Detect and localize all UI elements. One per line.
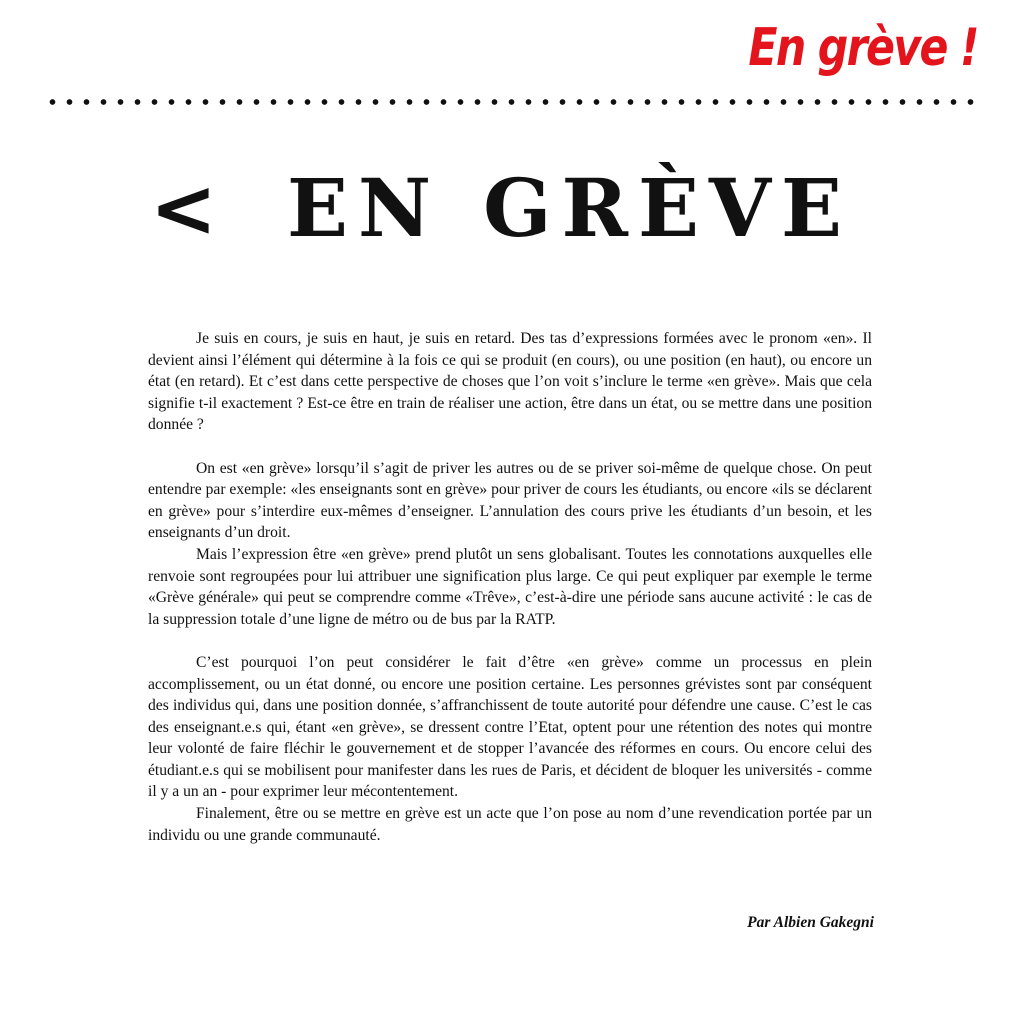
title-word-en: EN [287,161,442,255]
dotted-divider [44,98,982,106]
article-body [148,328,872,846]
paragraph-2: On est «en grève» lorsqu’il s’agit de priver les autres ou de se priver soi-même de quelque chose. On peut entendre par exemple: «les enseignants sont en grève» pour priver de cours les étudiants, ou encore «ils se déclarent en grève» pour s’interdire eux-mêmes d’enseigner. L’annulation des cours prive les étudiants d’un besoin, et les enseignants d’un droit. [148,459,872,542]
paragraph-5: Finalement, être ou se mettre en grève est un acte que l’on pose au nom d’une revendication portée par un individu ou une grande communauté. [148,805,872,844]
article-title [150,161,880,255]
author-byline: Par Albien Gakegni [747,914,874,931]
back-arrow-glyph: < [150,162,218,255]
paragraph-3: Mais l’expression être «en grève» prend plutôt un sens globalisant. Toutes les connotations auxquelles elle renvoie sont regroupées pour lui attribuer une signification plus large. Ce qui peut expliquer par exemple le terme «Grève générale» qui peut se comprendre comme «Trêve», c’est-à-dire une période sans aucune activité : le cas de la suppression totale d’une ligne de métro ou de bus par la RATP. [148,545,872,628]
paragraph-1: Je suis en cours, je suis en haut, je suis en retard. Des tas d’expressions formées avec le pronom «en». Il devient ainsi l’élément qui détermine à la fois ce qui se produit (en cours), ou une position (en haut), ou encore un état (en retard). Et c’est dans cette perspective de choses que l’on voit s’inclure le terme «en grève». Mais que cela signifie t-il exactement ? Est-ce être en train de réaliser une action, être dans un état, ou se mettre dans une position donnée ? [148,330,872,434]
brand-title: En grève ! [748,18,978,78]
paragraph-4: C’est pourquoi l’on peut considérer le fait d’être «en grève» comme un processus en plein accomplissement, ou un état donné, ou encore une position certaine. Les personnes grévistes sont par conséquent des individus qui, dans une position donnée, s’affranchissent de toute autorité pour défendre une cause. C’est le cas des enseignant.e.s qui, étant «en grève», se dressent contre l’Etat, optent pour une rétention des notes qui montre leur volonté de faire fléchir le gouvernement et de stopper l’avancée des réformes en cours. Ou encore celui des étudiant.e.s qui se mobilisent pour manifester dans les rues de Paris, et décident de bloquer les universités - comme il y a un an - pour exprimer leur mécontentement. [148,653,872,801]
title-word-greve: GRÈVE [483,161,852,255]
